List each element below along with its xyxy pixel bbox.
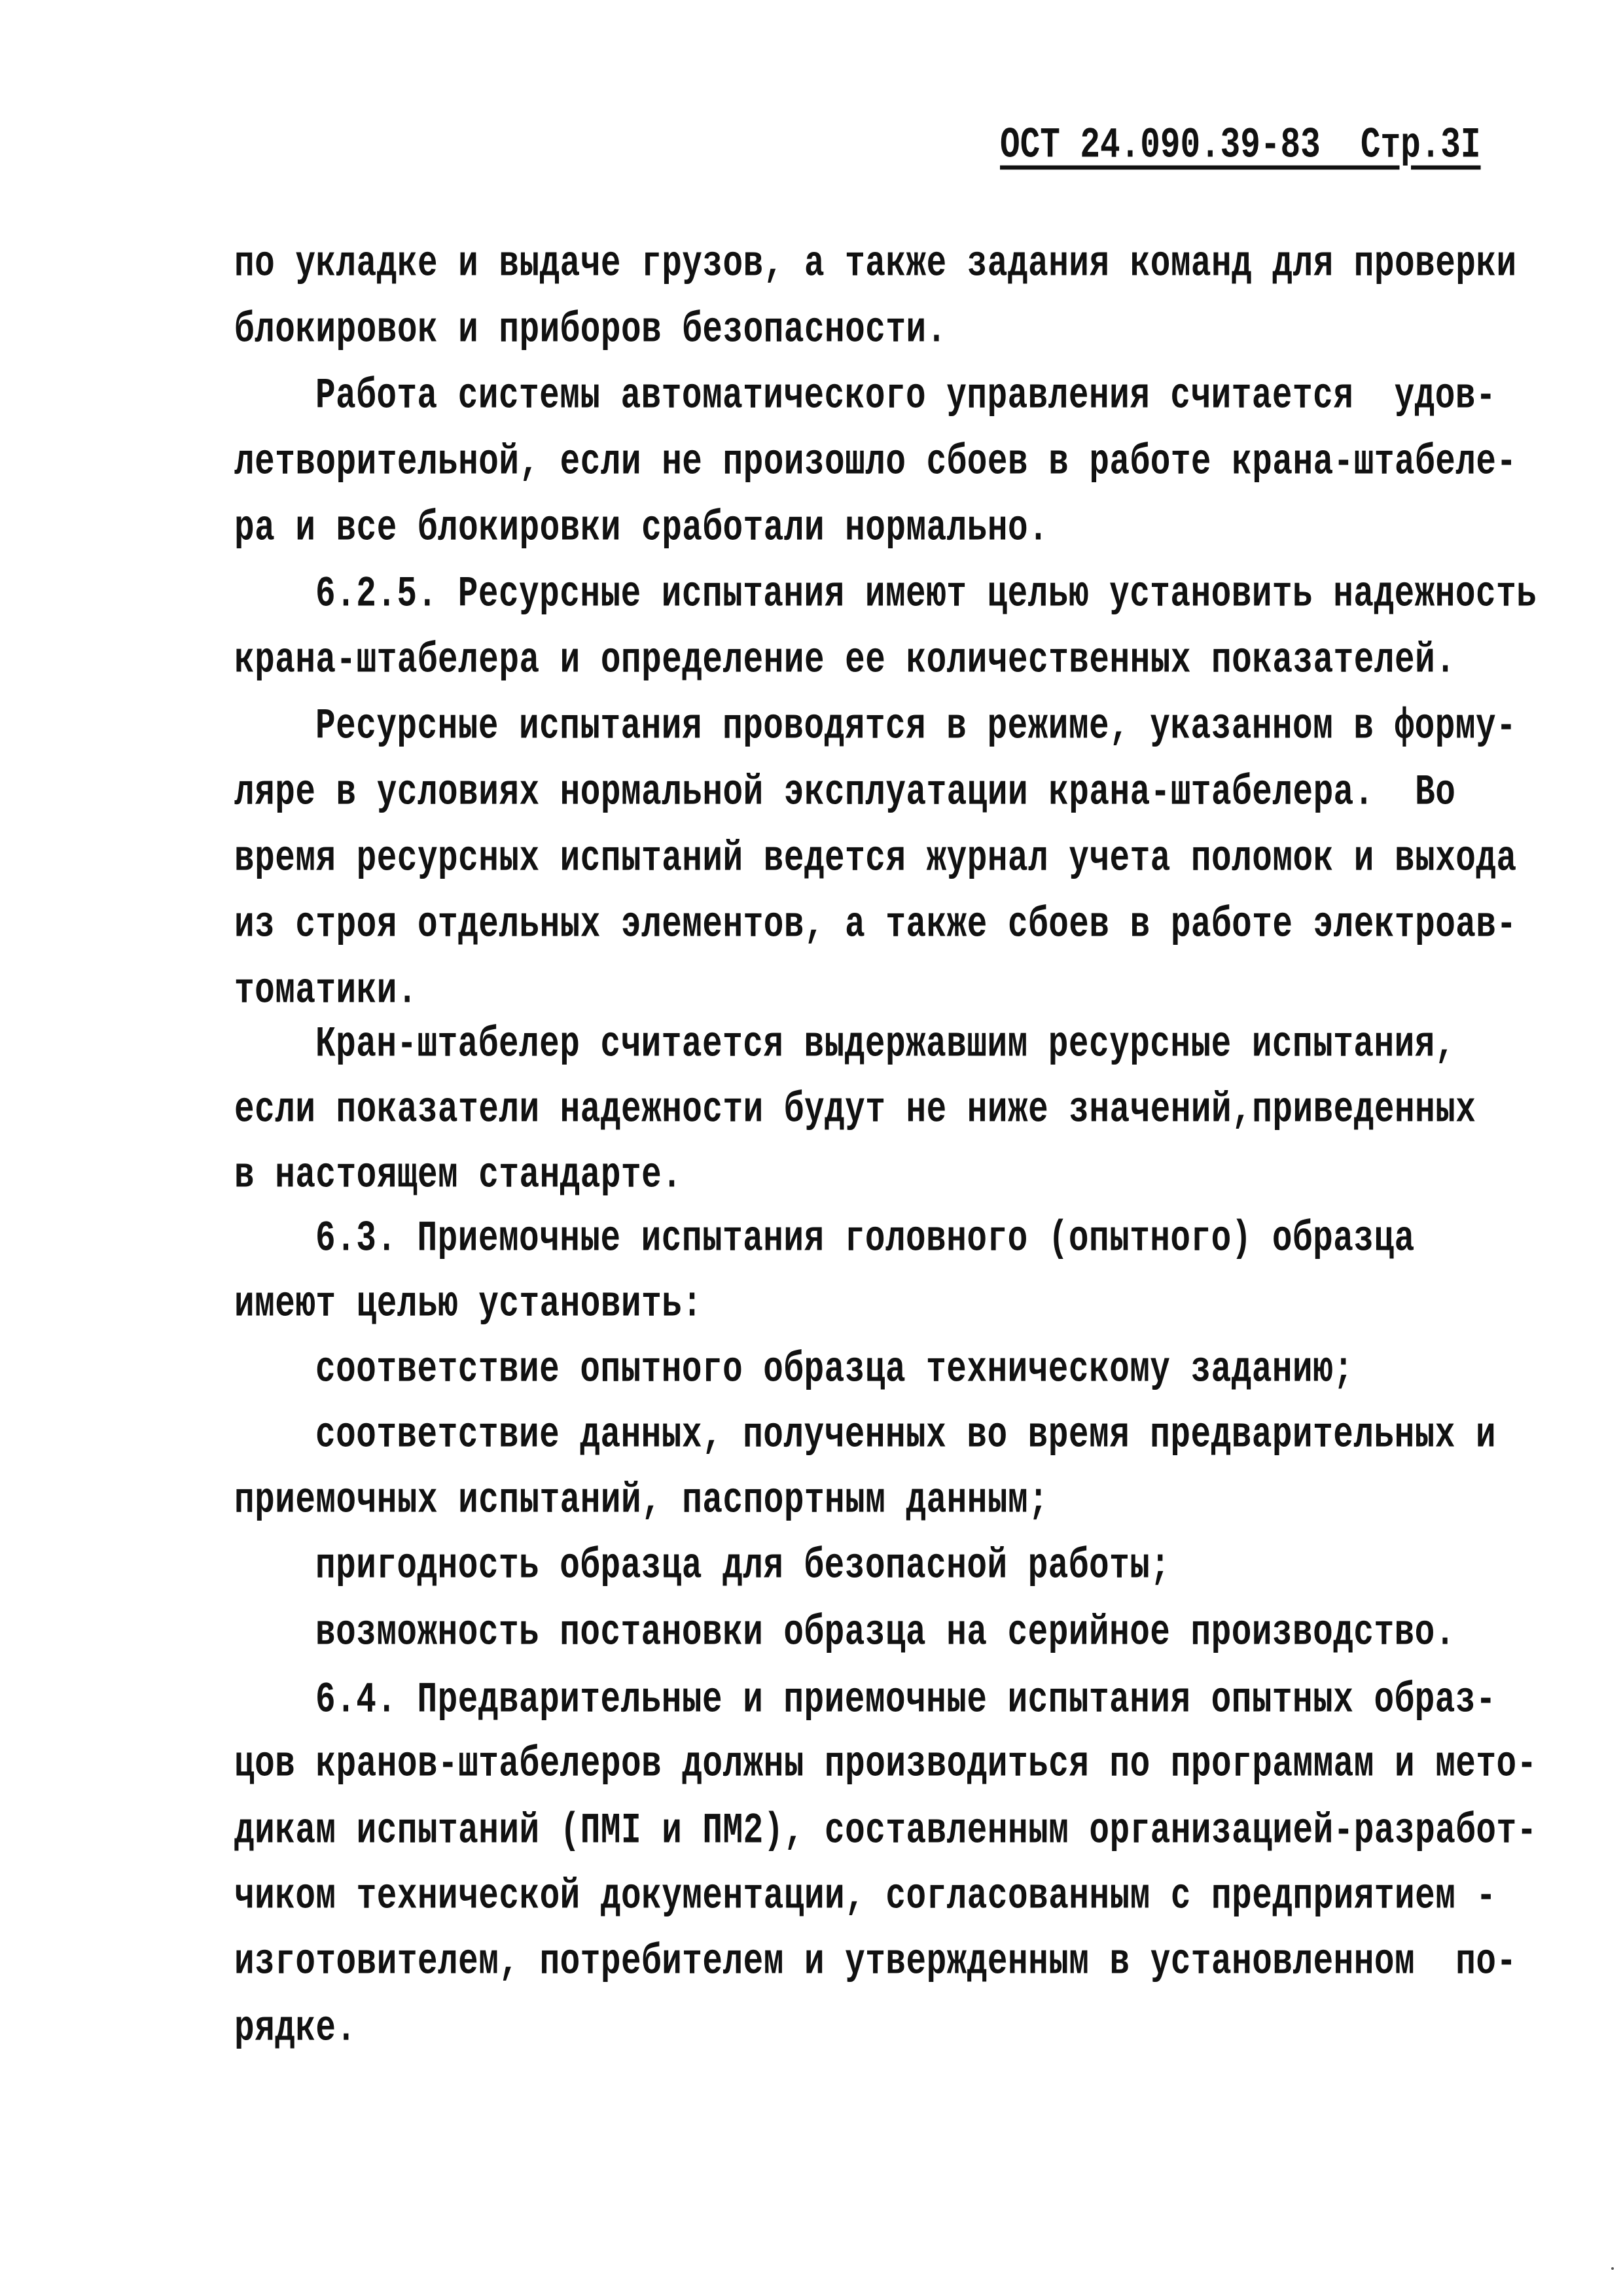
text-line: соответствие данных, полученных во время предварительных и: [315, 1411, 1497, 1460]
text-line: 6.2.5. Ресурсные испытания имеют целью установить надежность: [315, 571, 1537, 620]
text-line: ра и все блокировки сработали нормально.: [234, 504, 1049, 554]
text-line: имеют целью установить:: [234, 1280, 703, 1330]
text-line: в настоящем стандарте.: [234, 1152, 683, 1201]
text-line: изготовителем, потребителем и утвержденным в установленном по-: [234, 1938, 1517, 1987]
text-line: крана-штабелера и определение ее количественных показателей.: [234, 637, 1456, 686]
text-line: Кран-штабелер считается выдержавшим ресурсные испытания,: [315, 1021, 1455, 1070]
page-header: ОСТ 24.090.39-83 Стр.3I: [1000, 122, 1481, 171]
text-line: по укладке и выдаче грузов, а также задания команд для проверки: [234, 240, 1517, 289]
text-line: если показатели надежности будут не ниже значений,приведенных: [234, 1086, 1476, 1135]
text-line: из строя отдельных элементов, а также сбоев в работе электроав-: [234, 901, 1517, 950]
text-line: пригодность образца для безопасной работы;: [315, 1542, 1171, 1591]
text-line: блокировок и приборов безопасности.: [234, 306, 947, 355]
text-line: ляре в условиях нормальной эксплуатации крана-штабелера. Во: [234, 769, 1456, 818]
text-line: время ресурсных испытаний ведется журнал учета поломок и выхода: [234, 835, 1517, 884]
text-line: цов кранов-штабелеров должны производиться по программам и мето-: [234, 1740, 1537, 1790]
scan-speck: [1611, 2267, 1614, 2270]
text-line: томатики.: [234, 967, 418, 1016]
text-line: чиком технической документации, согласованным с предприятием -: [234, 1873, 1497, 1922]
text-line: летворительной, если не произошло сбоев в работе крана-штабеле-: [234, 438, 1517, 487]
text-line: Работа системы автоматического управления считается удов-: [315, 372, 1497, 421]
text-line: соответствие опытного образца техническому заданию;: [315, 1346, 1354, 1395]
text-line: 6.3. Приемочные испытания головного (опытного) образца: [315, 1215, 1415, 1264]
text-line: возможность постановки образца на серийное производство.: [315, 1609, 1455, 1658]
text-line: приемочных испытаний, паспортным данным;: [234, 1477, 1049, 1526]
text-line: рядке.: [234, 2005, 357, 2054]
text-line: дикам испытаний (ПМI и ПМ2), составленным организацией-разработ-: [234, 1807, 1537, 1856]
text-line: 6.4. Предварительные и приемочные испытания опытных образ-: [315, 1676, 1497, 1725]
text-line: Ресурсные испытания проводятся в режиме, указанном в форму-: [315, 703, 1517, 752]
